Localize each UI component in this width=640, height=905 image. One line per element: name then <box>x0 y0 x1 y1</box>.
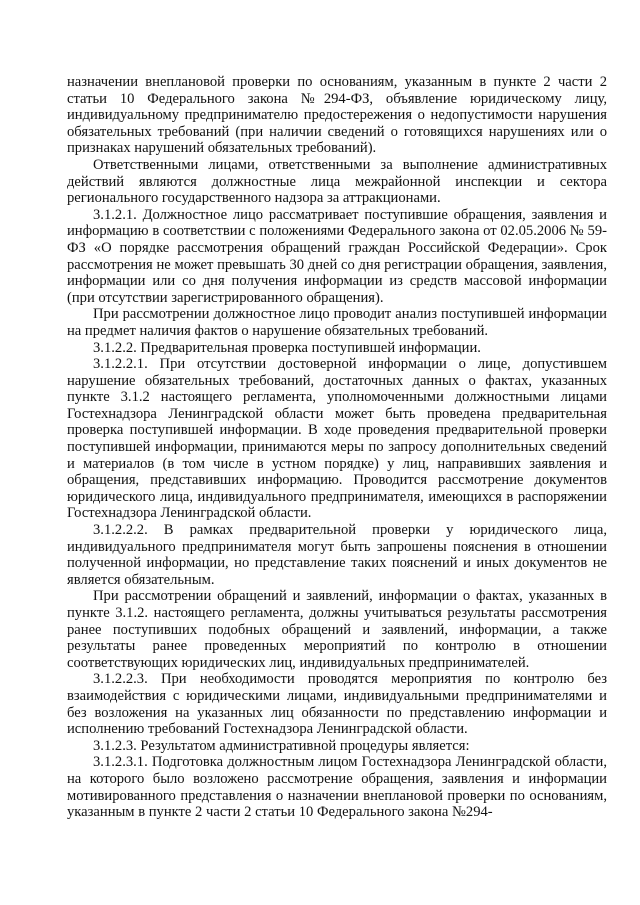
paragraph-continuation: назначении внеплановой проверки по основаниям, указанным в пункте 2 части 2 статьи 10 Федерального закона №294-ФЗ, объявление юридическому лицу, индивидуальному предпринимателю предостережения о недопустимости нарушения обязательных требований (при наличии сведений о готовящихся нарушениях или о признаках нарушений обязательных требований). <box>67 74 607 157</box>
paragraph-3-1-2-2: 3.1.2.2. Предварительная проверка поступившей информации. <box>93 339 481 356</box>
paragraph-analysis: При рассмотрении должностное лицо проводит анализ поступившей информации на предмет наличия фактов о нарушение обязательных требований. <box>67 306 607 339</box>
paragraph-3-1-2-3-1: 3.1.2.3.1. Подготовка должностным лицом Гостехнадзора Ленинградской области, на которого было возложено рассмотрение обращения, заявления и информации мотивированного представления о назначении внеплановой проверки по основаниям, указанным в пункте 2 части 2 статьи 10 Федерального закона №294- <box>67 754 607 821</box>
paragraph-responsible-persons: Ответственными лицами, ответственными за выполнение административных действий являются должностные лица межрайонной инспекции и сектора регионального государственного надзора за аттракционами. <box>67 156 607 207</box>
document-page <box>67 74 607 821</box>
paragraph-consideration: При рассмотрении обращений и заявлений, информации о фактах, указанных в пункте 3.1.2. настоящего регламента, должны учитываться результаты рассмотрения ранее поступивших подобных обращений и заявлений, информации, а также результаты ранее проведенных мероприятий по контролю в отношении соответствующих юридических лиц, индивидуальных предпринимателей. <box>67 588 607 671</box>
paragraph-3-1-2-1: 3.1.2.1. Должностное лицо рассматривает поступившие обращения, заявления и информацию в соответствии с положениями Федерального закона от 02.05.2006 № 59-ФЗ «О порядке рассмотрения обращений граждан Российской Федерации». Срок рассмотрения не может превышать 30 дней со дня регистрации обращения, заявления, информации или со дня получения информации из средств массовой информации (при отсутствии зарегистрированного обращения). <box>67 206 607 306</box>
paragraph-3-1-2-3: 3.1.2.3. Результатом административной процедуры является: <box>93 737 470 754</box>
paragraph-3-1-2-2-1: 3.1.2.2.1. При отсутствии достоверной информации о лице, допустившем нарушение обязательных требований, достаточных данных о фактах, указанных пункте 3.1.2 настоящего регламента, уполномоченными должностными лицами Гостехнадзора Ленинградской области может быть проведена предварительная проверка поступившей информации. В ходе проведения предварительной проверки поступившей информации, принимаются меры по запросу дополнительных сведений и материалов (в том числе в устном порядке) у лиц, направивших заявления и обращения, представивших информацию. Проводится рассмотрение документов юридического лица, индивидуального предпринимателя, имеющихся в распоряжении Гостехнадзора Ленинградской области. <box>67 356 607 522</box>
paragraph-3-1-2-2-3: 3.1.2.2.3. При необходимости проводятся мероприятия по контролю без взаимодействия с юридическими лицами, индивидуальными предпринимателями и без возложения на указанных лиц обязанности по представлению информации и исполнению требований Гостехнадзора Ленинградской области. <box>67 671 607 738</box>
paragraph-3-1-2-2-2: 3.1.2.2.2. В рамках предварительной проверки у юридического лица, индивидуального предпринимателя могут быть запрошены пояснения в отношении полученной информации, но представление таких пояснений и иных документов не является обязательным. <box>67 522 607 588</box>
